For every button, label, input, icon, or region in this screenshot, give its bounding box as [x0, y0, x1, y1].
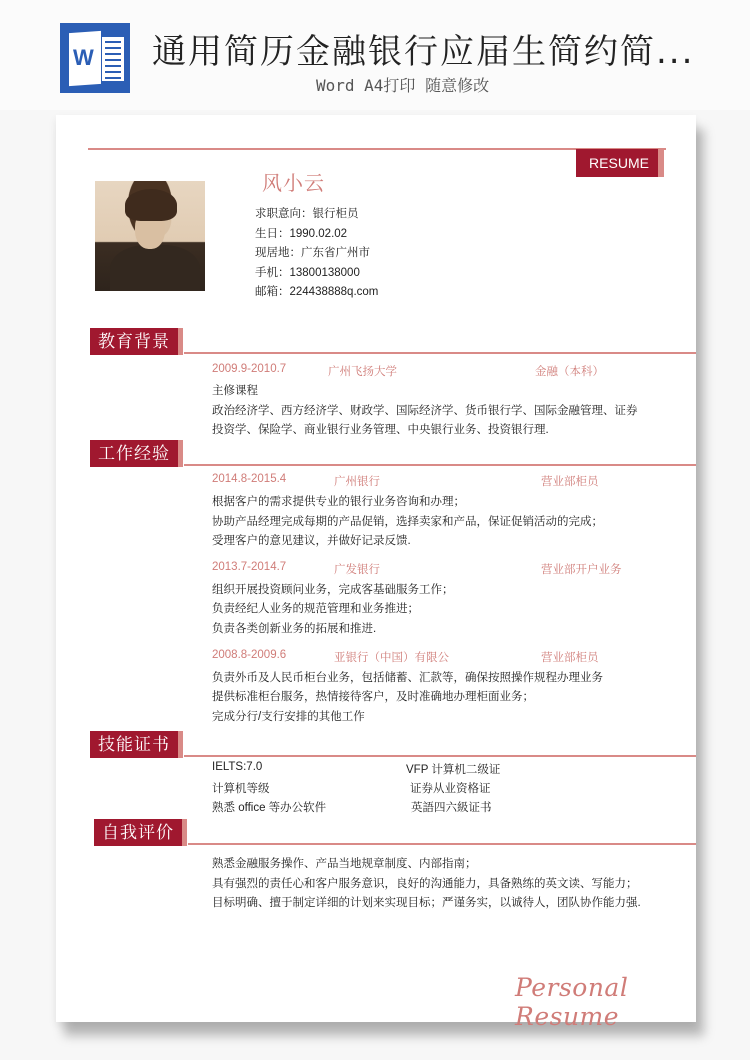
info-job-intent: 求职意向：银行柜员: [255, 208, 359, 220]
skill-item: IELTS:7.0: [212, 761, 263, 773]
profile-photo: [95, 181, 205, 291]
job-company: 广州银行: [334, 476, 380, 488]
job-company: 广发银行: [334, 564, 380, 576]
skill-item: 证券从业资格证: [410, 783, 491, 795]
job-duty: 完成分行/支行安排的其他工作: [212, 711, 365, 723]
job-duty: 协助产品经理完成每期的产品促销，选择卖家和产品，保证促销活动的完成；: [212, 516, 603, 528]
job-date: 2013.7-2014.7: [212, 561, 287, 573]
job-role: 营业部开户业务: [541, 564, 622, 576]
document-subtitle: Word A4打印 随意修改: [316, 76, 490, 95]
job-duty: 负责各类创新业务的拓展和推进.: [212, 623, 377, 635]
personal-info: [255, 205, 378, 303]
section-divider: [184, 755, 696, 757]
section-divider: [184, 352, 696, 354]
section-tag-edge: [178, 328, 183, 355]
job-role: 营业部柜员: [541, 652, 599, 664]
self-eval-line: 熟悉金融服务操作、产品当地规章制度、内部指南；: [212, 858, 477, 870]
job-date: 2008.8-2009.6: [212, 649, 287, 661]
education-courses-label: 主修课程: [212, 385, 258, 397]
job-date: 2014.8-2015.4: [212, 473, 287, 485]
resume-page: [56, 115, 696, 1031]
skill-item: VFP 计算机二级证: [406, 764, 501, 776]
info-birthday: 生日：1990.02.02: [255, 227, 348, 240]
section-skills-title: 技能证书: [90, 731, 178, 758]
candidate-name: 风小云: [262, 173, 325, 195]
education-school: 广州飞扬大学: [328, 366, 397, 378]
job-duty: 负责外币及人民币柜台业务，包括储蓄、汇款等，确保按照操作规程办理业务: [212, 672, 603, 684]
self-eval-line: 目标明确、擅于制定详细的计划来实现目标；严谨务实，以诚待人，团队协作能力强.: [212, 897, 641, 909]
job-duty: 根据客户的需求提供专业的银行业务咨询和办理；: [212, 496, 465, 508]
section-tag-edge: [178, 731, 183, 758]
section-education-title: 教育背景: [90, 328, 178, 355]
section-divider: [184, 464, 696, 466]
resume-tag-edge: [658, 149, 664, 177]
info-residence: 现居地：广东省广州市: [255, 247, 370, 259]
signature-text: Personal Resume: [515, 973, 629, 1031]
skill-item: 熟悉 office 等办公软件: [212, 802, 327, 814]
education-header-row: [212, 363, 286, 375]
word-icon: W: [60, 23, 130, 93]
skill-item: 英語四六級证书: [411, 802, 492, 814]
section-tag-edge: [182, 819, 187, 846]
section-tag-edge: [178, 440, 183, 467]
section-work-title: 工作经验: [90, 440, 178, 467]
job-company: 亚银行（中国）有限公: [334, 652, 449, 664]
section-self-title: 自我评价: [94, 819, 182, 846]
education-major: 金融（本科）: [535, 366, 604, 378]
job-duty: 组织开展投资顾问业务，完成客基础服务工作；: [212, 584, 454, 596]
job-duty: 负责经纪人业务的规范管理和业务推进；: [212, 603, 419, 615]
self-eval-line: 具有强烈的责任心和客户服务意识，良好的沟通能力，具备熟练的英文读、写能力；: [212, 878, 638, 890]
education-courses-line: 政治经济学、西方经济学、财政学、国际经济学、货币银行学、国际金融管理、证券: [212, 405, 638, 417]
education-courses-line: 投资学、保险学、商业银行业务管理、中央银行业务、投资银行理.: [212, 424, 549, 436]
resume-tag: RESUME: [576, 149, 662, 177]
header: [0, 0, 750, 110]
skill-item: 计算机等级: [212, 783, 270, 795]
job-duty: 提供标准柜台服务，热情接待客户，及时准确地办理柜面业务；: [212, 691, 534, 703]
document-title: 通用简历金融银行应届生简约简...: [152, 32, 695, 72]
info-phone: 手机：13800138000: [255, 266, 360, 279]
section-divider: [188, 843, 696, 845]
job-duty: 受理客户的意见建议，并做好记录反馈.: [212, 535, 411, 547]
job-role: 营业部柜员: [541, 476, 599, 488]
education-date: 2009.9-2010.7: [212, 363, 287, 375]
info-email: 邮箱：224438888q.com: [255, 286, 379, 298]
